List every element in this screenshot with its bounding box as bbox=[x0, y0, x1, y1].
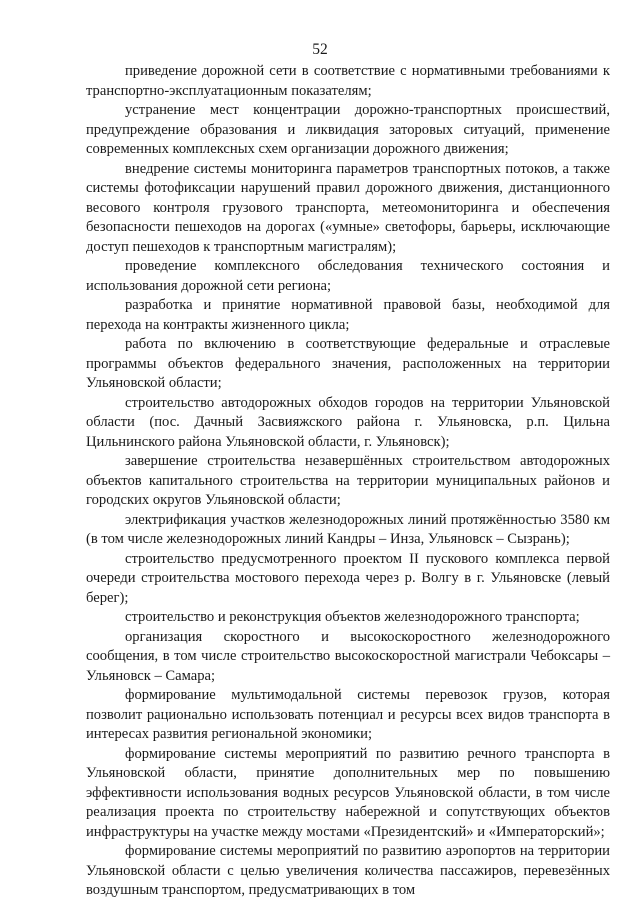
paragraph: формирование мультимодальной системы перевозок грузов, которая позволит рационально использовать потенциал и ресурсы всех видов транспорта в интересах развития региональной экономики; bbox=[86, 687, 610, 742]
paragraph: строительство и реконструкция объектов железнодорожного транспорта; bbox=[125, 609, 580, 625]
page-number: 52 bbox=[312, 41, 328, 58]
paragraph: электрификация участков железнодорожных линий протяжённостью 3580 км (в том числе железнодорожных линий Кандры – Инза, Ульяновск – Сызрань); bbox=[86, 511, 610, 547]
paragraph: приведение дорожной сети в соответствие с нормативными требованиями к транспортно-эксплуатационным показателям; bbox=[86, 63, 610, 99]
paragraph: строительство предусмотренного проектом II пускового комплекса первой очереди строительства мостового перехода через р. Волгу в г. Ульяновске (левый берег); bbox=[86, 550, 610, 606]
paragraph: строительство автодорожных обходов городов на территории Ульяновской области (пос. Дачный Засвияжского района г. Ульяновска, р.п. Цильна Цильнинского района Ульяновской области, г. Ульяновск); bbox=[86, 394, 610, 450]
paragraph: работа по включению в соответствующие федеральные и отраслевые программы объектов федерального значения, расположенных на территории Ульяновской области; bbox=[86, 336, 610, 391]
paragraph: формирование системы мероприятий по развитию речного транспорта в Ульяновской области, принятие дополнительных мер по повышению эффективности использования водных ресурсов Ульяновской области, в том числе реализация проекта по строительству набережной и сопутствующих объектов инфраструктуры на участке между мостами «Президентский» и «Императорский»; bbox=[86, 745, 610, 840]
paragraph: внедрение системы мониторинга параметров транспортных потоков, а также системы фотофиксации нарушений правил дорожного движения, дистанционного весового контроля грузового транспорта, метеомониторинга и обеспечения безопасности пешеходов на дорогах («умные» светофоры, барьеры, исключающие доступ пешеходов к транспортным магистралям); bbox=[86, 160, 610, 255]
body-text bbox=[86, 62, 610, 901]
paragraph: формирование системы мероприятий по развитию аэропортов на территории Ульяновской области с целью увеличения количества пассажиров, перевезённых воздушным транспортом, предусматривающих в том bbox=[86, 843, 610, 898]
paragraph: устранение мест концентрации дорожно-транспортных происшествий, предупреждение образования и ликвидация заторовых ситуаций, применение современных комплексных схем организации дорожного движения; bbox=[86, 102, 610, 157]
paragraph: разработка и принятие нормативной правовой базы, необходимой для перехода на контракты жизненного цикла; bbox=[86, 297, 610, 333]
paragraph: проведение комплексного обследования технического состояния и использования дорожной сети региона; bbox=[86, 258, 610, 294]
paragraph: завершение строительства незавершённых строительством автодорожных объектов капитального строительства на территории муниципальных районов и городских округов Ульяновской области; bbox=[86, 453, 610, 508]
paragraph: организация скоростного и высокоскоростного железнодорожного сообщения, в том числе строительство высокоскоростной магистрали Чебоксары – Ульяновск – Самара; bbox=[86, 628, 610, 684]
